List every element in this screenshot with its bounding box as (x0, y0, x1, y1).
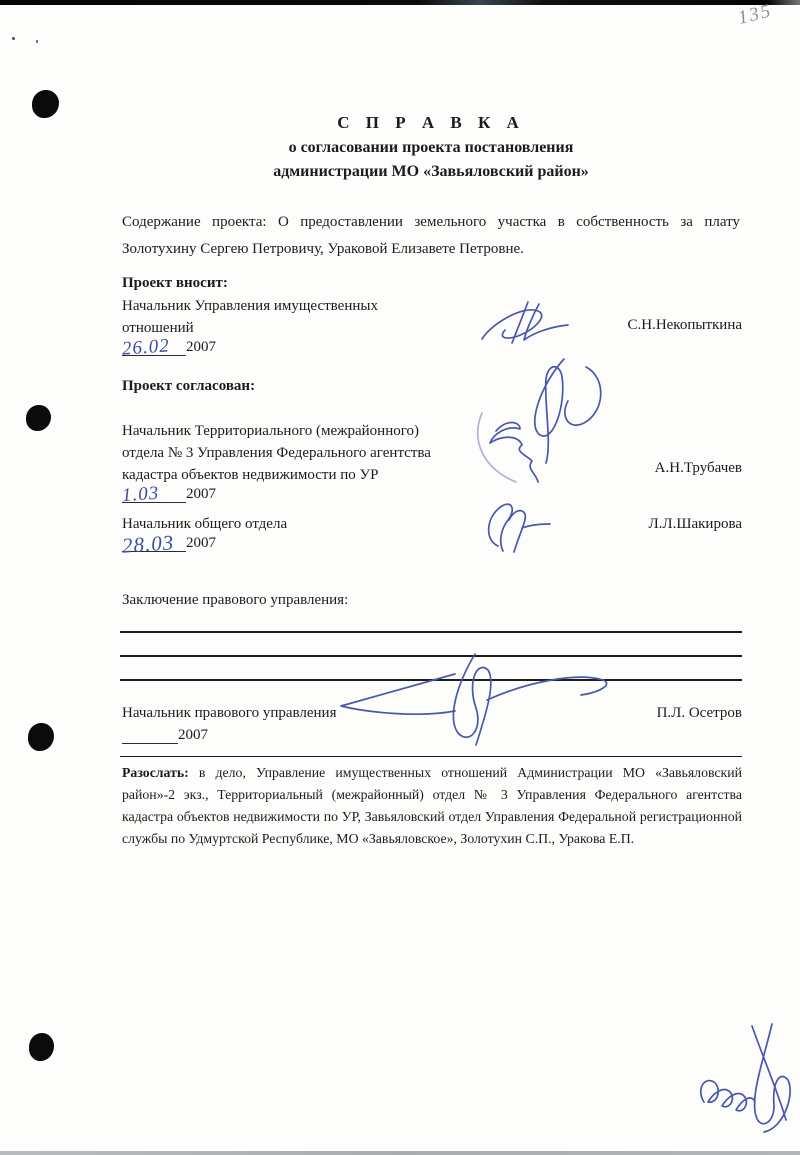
date-year: 2007 (178, 727, 208, 743)
submits-heading: Проект вносит: (122, 275, 228, 291)
scan-edge-bottom (0, 1151, 800, 1155)
agreed1-position-line3: кадастра объектов недвижимости по УР (122, 467, 379, 483)
agreed1-position-line1: Начальник Территориального (межрайонного) (122, 423, 419, 439)
legal-official-name: П.Л. Осетров (656, 705, 742, 721)
date-year: 2007 (186, 486, 216, 502)
document-subtitle-line2: администрации МО «Завьяловский район» (273, 163, 589, 180)
date-year: 2007 (186, 535, 216, 551)
agreed2-position-line1: Начальник общего отдела (122, 516, 288, 532)
handwritten-date: 1.03 (121, 482, 160, 507)
signature-osetrov (335, 648, 630, 748)
project-content-paragraph: Содержание проекта: О предоставлении земельного участка в собственность за плату Золотухину Сергею Петровичу, Ураковой Елизавете Петровне. (122, 214, 740, 257)
handwritten-date: 28.03 (121, 530, 175, 558)
legal-date-row (122, 726, 208, 744)
document-title: С П Р А В К А (337, 113, 525, 132)
legal-conclusion-heading: Заключение правового управления: (122, 592, 349, 608)
agreed1-date-row (121, 482, 216, 507)
signature-trubachev (468, 355, 623, 490)
scan-speck (12, 37, 15, 40)
submits-position-line2: отношений (122, 320, 194, 336)
date-underline (122, 726, 178, 744)
agreed2-official-name: Л.Л.Шакирова (648, 516, 742, 532)
handwritten-date: 26.02 (121, 335, 171, 360)
submits-date-row (121, 335, 216, 360)
date-underline (121, 482, 186, 507)
punch-hole (32, 90, 59, 118)
distribution-label: Разослать: (122, 765, 189, 780)
agreed2-date-row (121, 530, 216, 558)
writing-line (120, 631, 742, 633)
handwritten-page-number: 135 (735, 0, 775, 29)
distribution-paragraph (122, 762, 742, 850)
agreed1-official-name: А.Н.Трубачев (654, 460, 742, 476)
submits-position-line1: Начальник Управления имущественных (122, 298, 378, 314)
signature-bottom-scribble (692, 1022, 797, 1147)
separator-rule (120, 756, 742, 757)
distribution-text: в дело, Управление имущественных отношений Администрации МО «Завьяловский район»-2 экз., Территориальный (межрайонный) отдел № 3 Управления Федерального агентства кадастра объектов недвижимости по УР, Завьяловский отдел Управления Федеральной регистрационной службы по Удмуртской Республике, МО «Завьяловское», Золотухин С.П., Уракова Е.П. (122, 765, 742, 846)
document-subtitle-line1: о согласовании проекта постановления (288, 139, 574, 156)
agreed1-position-line2: отдела № 3 Управления Федерального агентства (122, 445, 431, 461)
scan-edge-top (0, 0, 800, 5)
scan-speck (36, 40, 38, 43)
signature-nekopytkina (478, 297, 574, 349)
punch-hole (26, 405, 51, 431)
date-underline (121, 335, 186, 360)
punch-hole (28, 723, 54, 751)
date-underline (121, 530, 186, 558)
agreed-heading: Проект согласован: (122, 378, 256, 394)
submits-official-name: С.Н.Некопыткина (627, 317, 742, 333)
punch-hole (29, 1033, 54, 1061)
signature-shakirova (476, 498, 556, 556)
legal-position: Начальник правового управления (122, 705, 337, 721)
date-year: 2007 (186, 339, 216, 355)
